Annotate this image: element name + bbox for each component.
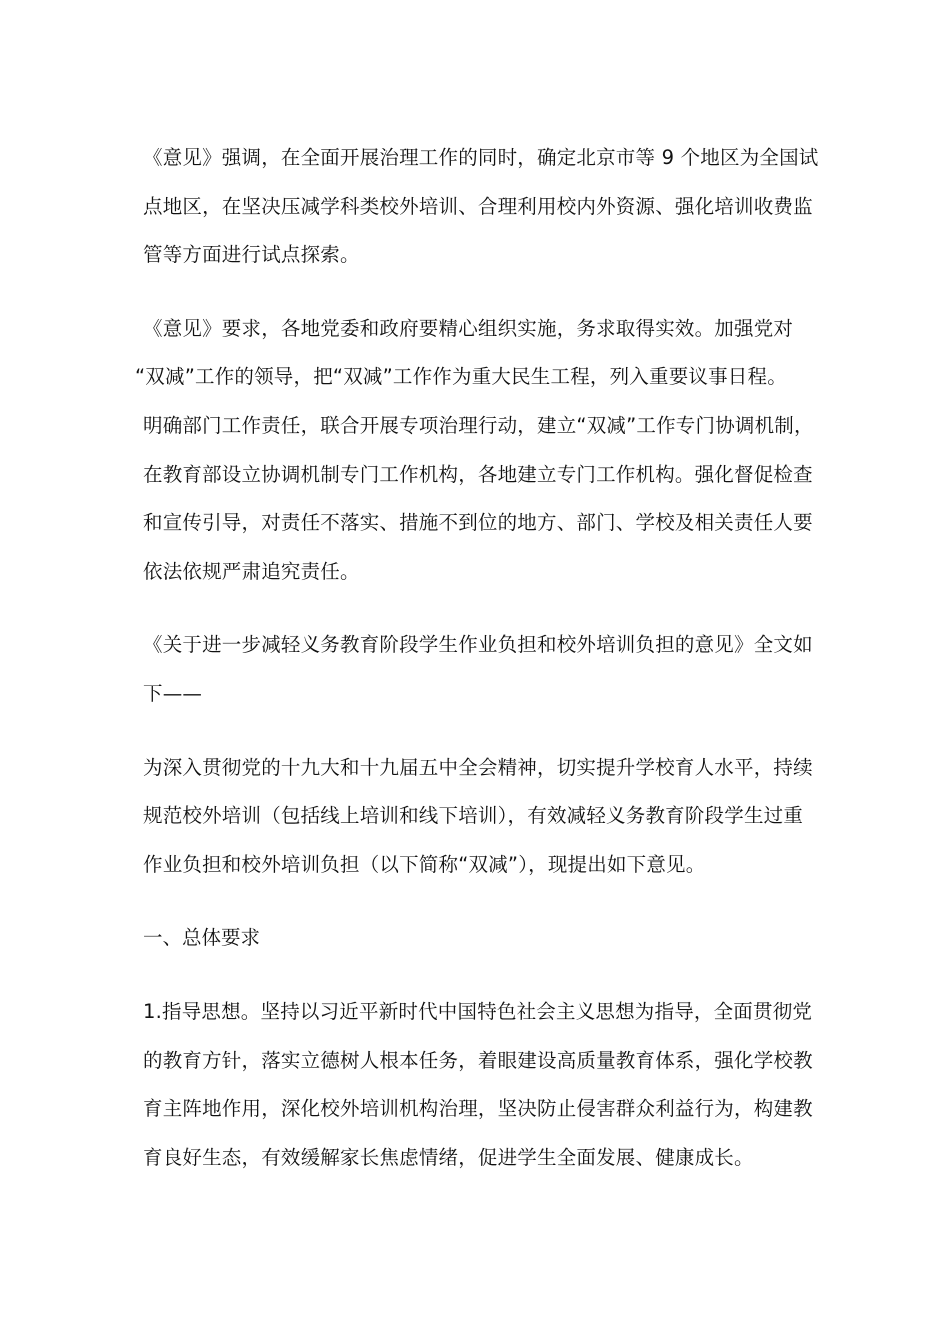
text-line: 《意见》强调，在全面开展治理工作的同时，确定北京市等 9 个地区为全国试 (143, 146, 819, 169)
document-body (135, 134, 823, 1207)
paragraph-full-text-intro (143, 621, 823, 718)
text-line: “双减”工作的领导，把“双减”工作作为重大民生工程，列入重要议事日程。 (135, 365, 787, 389)
text-line: 下—— (143, 681, 203, 705)
paragraph-pilot-areas (143, 134, 823, 280)
text-line: 《意见》要求，各地党委和政府要精心组织实施，务求取得实效。加强党对 (143, 316, 794, 340)
section-heading (143, 914, 823, 963)
paragraph-preamble (143, 744, 823, 890)
section-heading-text: 一、总体要求 (143, 926, 261, 950)
text-line: 1.指导思想。坚持以习近平新时代中国特色社会主义思想为指导，全面贯彻党 (143, 999, 813, 1023)
paragraph-requirements (135, 305, 823, 597)
text-line: 育良好生态，有效缓解家长焦虑情绪，促进学生全面发展、健康成长。 (143, 1145, 754, 1169)
text-line: 依法依规严肃追究责任。 (143, 559, 360, 583)
text-line: 《关于进一步减轻义务教育阶段学生作业负担和校外培训负担的意见》全文如 (143, 633, 813, 657)
paragraph-guiding-ideology (143, 988, 823, 1182)
text-line: 和宣传引导，对责任不落实、措施不到位的地方、部门、学校及相关责任人要 (143, 511, 813, 535)
text-line: 作业负担和校外培训负担（以下简称“双减”），现提出如下意见。 (143, 852, 706, 876)
text-line: 为深入贯彻党的十九大和十九届五中全会精神，切实提升学校育人水平，持续 (143, 755, 813, 779)
text-line: 管等方面进行试点探索。 (143, 243, 360, 267)
text-line: 在教育部设立协调机制专门工作机构，各地建立专门工作机构。强化督促检查 (143, 462, 813, 486)
text-line: 明确部门工作责任，联合开展专项治理行动，建立“双减”工作专门协调机制， (143, 413, 814, 437)
text-line: 点地区，在坚决压减学科类校外培训、合理利用校内外资源、强化培训收费监 (143, 194, 813, 218)
text-line: 规范校外培训（包括线上培训和线下培训），有效减轻义务教育阶段学生过重 (143, 804, 804, 828)
text-line: 的教育方针，落实立德树人根本任务，着眼建设高质量教育体系，强化学校教 (143, 1048, 813, 1072)
text-line: 育主阵地作用，深化校外培训机构治理，坚决防止侵害群众利益行为，构建教 (143, 1097, 813, 1121)
